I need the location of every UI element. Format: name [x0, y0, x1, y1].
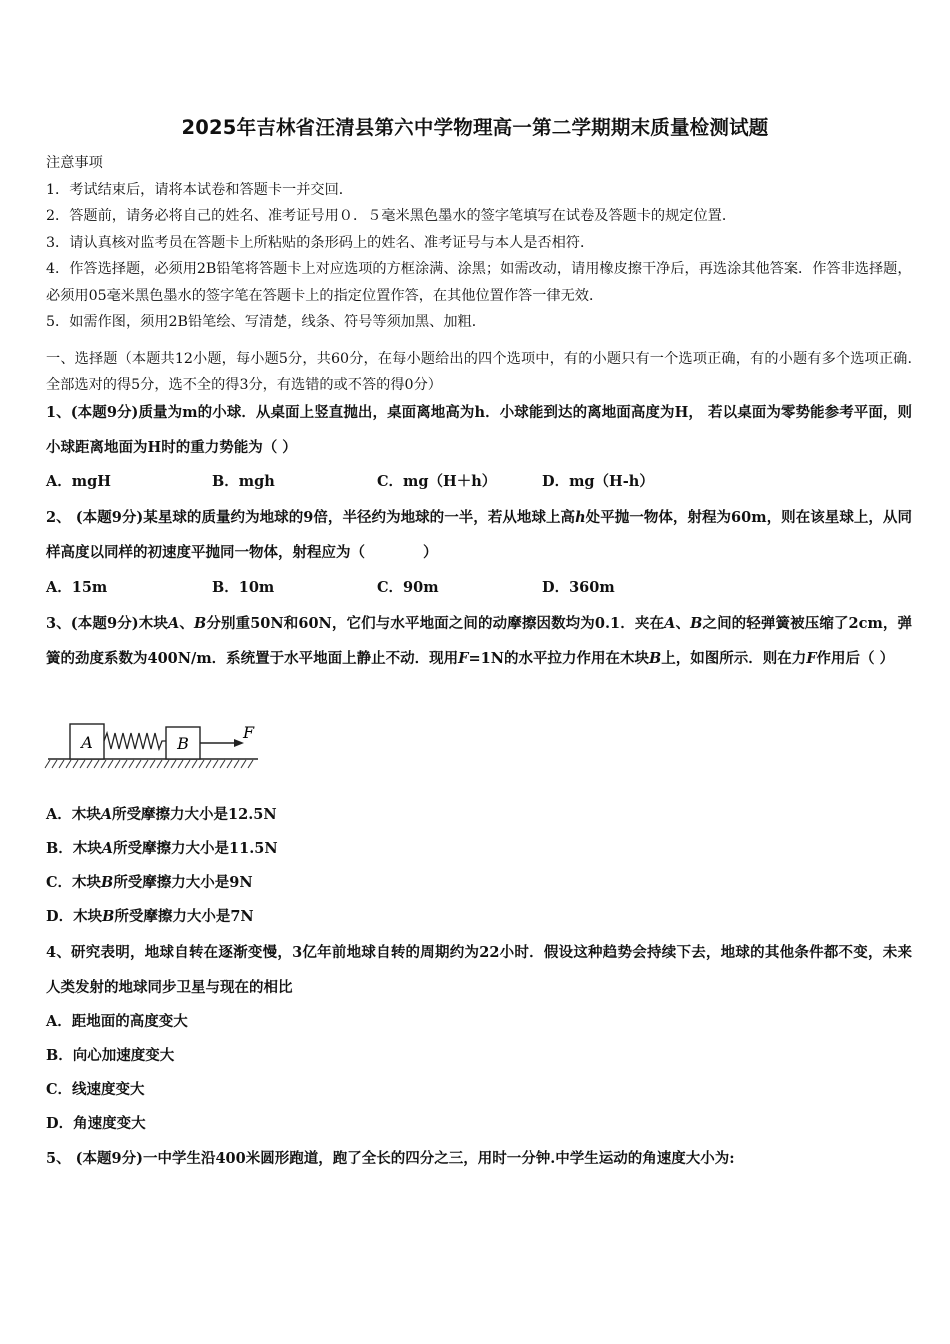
spring [104, 733, 166, 749]
question-5-stem: 5、 (本题9分)一中学生沿400米圆形跑道，跑了全长的四分之三，用时一分钟.中学生运动的角速度大小为: [46, 1150, 735, 1167]
option-a: A．mgH [46, 473, 111, 490]
option-c: C．90m [377, 579, 439, 596]
question-2-stem: 2、 (本题9分)某星球的质量约为地球的9倍，半径约为地球的一半，若从地球上高h处平抛一物体，射程为60m，则在该星球上，从同样高度以同样的初速度平抛同一物体，射程应为（ ） [46, 509, 912, 561]
block-a-label: A [81, 733, 93, 752]
note-item: 1．考试结束后，请将本试卷和答题卡一并交回． [46, 181, 353, 198]
question-3-stem: 3、(本题9分)木块A、B分别重50N和60N，它们与水平地面之间的动摩擦因数均为0.1．夹在A、B之间的轻弹簧被压缩了2cm，弹簧的劲度系数为400N/m．系统置于水平地面上静止不动．现用F=1N的水平拉力作用在木块B上，如图所示．则在力F作用后（ ） [46, 615, 913, 667]
note-item: 5．如需作图，须用2B铅笔绘、写清楚，线条、符号等须加黑、加粗． [46, 314, 486, 330]
option-d: D．360m [542, 579, 615, 596]
question-4-option-b: B．向心加速度变大 [46, 1047, 175, 1064]
note-item: 4．作答选择题，必须用2B铅笔将答题卡上对应选项的方框涂满、涂黑；如需改动，请用橡皮擦干净后，再选涂其他答案．作答非选择题，必须用05毫米黑色墨水的签字笔在答题卡上的指定位置作答，在其他位置作答一律无效． [46, 261, 912, 304]
question-3-option-d: D．木块B所受摩擦力大小是7N [46, 908, 254, 925]
question-3-option-b: B．木块A所受摩擦力大小是11.5N [46, 840, 278, 857]
option-a: A．15m [46, 579, 108, 596]
question-4-option-d: D．角速度变大 [46, 1115, 146, 1132]
block-b-label: B [177, 734, 189, 753]
notes-block [46, 150, 916, 336]
question-4-option-c: C．线速度变大 [46, 1081, 145, 1098]
option-c: C．mg（H＋h） [377, 473, 497, 490]
option-d: D．mg（H-h） [542, 473, 654, 490]
question-4-stem: 4、研究表明，地球自转在逐渐变慢，3亿年前地球自转的周期约为22小时．假设这种趋势会持续下去，地球的其他条件都不变，未来人类发射的地球同步卫星与现在的相比 [46, 944, 912, 996]
question-3-option-a: A．木块A所受摩擦力大小是12.5N [46, 806, 277, 823]
option-b: B．10m [212, 579, 275, 596]
question-3-option-c: C．木块B所受摩擦力大小是9N [46, 874, 253, 891]
spring-blocks-diagram [44, 716, 264, 772]
question-1-stem: 1、(本题9分)质量为m的小球．从桌面上竖直抛出，桌面离地高为h．小球能到达的离地面高度为H， 若以桌面为零势能参考平面，则小球距离地面为H时的重力势能为（ ） [46, 404, 912, 456]
notes-heading: 注意事项 [46, 155, 103, 171]
note-item: 3．请认真核对监考员在答题卡上所粘贴的条形码上的姓名、准考证号与本人是否相符． [46, 234, 595, 251]
option-b: B．mgh [212, 473, 275, 490]
note-item: 2．答题前，请务必将自己的姓名、准考证号用０．５毫米黑色墨水的签字笔填写在试卷及答题卡的规定位置． [46, 208, 737, 224]
page-title: 2025年吉林省汪清县第六中学物理高一第二学期期末质量检测试题 [181, 116, 769, 139]
force-label: F [243, 723, 255, 742]
section-intro: 一、选择题（本题共12小题，每小题5分，共60分，在每小题给出的四个选项中，有的小题只有一个选项正确，有的小题有多个选项正确.全部选对的得5分，选不全的得3分，有选错的或不答的得0分） [46, 351, 912, 393]
question-4-option-a: A．距地面的高度变大 [46, 1013, 188, 1030]
